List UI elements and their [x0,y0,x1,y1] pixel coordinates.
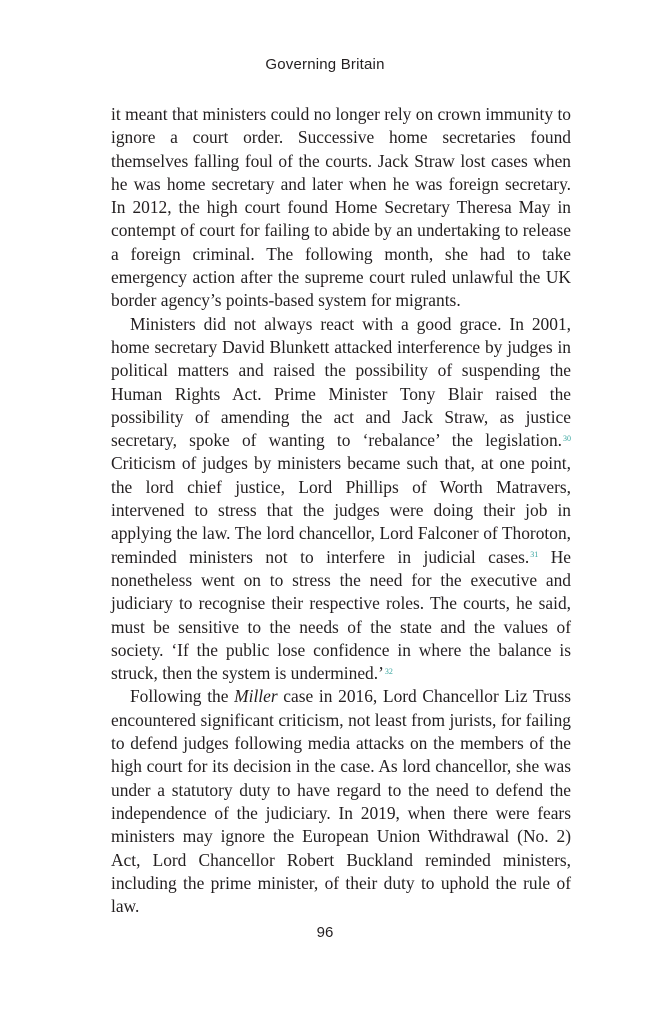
paragraph-2 [111,313,571,686]
body-text [111,103,571,918]
running-head: Governing Britain [265,56,385,73]
paragraph-3-text-b: case in 2016, Lord Chancellor Liz Truss encountered significant criticism, not least from jurists, for failing to defend judges following media attacks on the members of the high court for its decision in the case. As lord chancellor, she was under a statutory duty to have regard to the need to defend the independence of the judiciary. In 2019, when there were fears ministers may ignore the European Union Withdrawal (No. 2) Act, Lord Chancellor Robert Buckland reminded ministers, including the prime minister, of their duty to uphold the rule of law. [111,686,571,917]
paragraph-3 [111,685,571,918]
note-reference-30[interactable]: 30 [563,433,571,443]
paragraph-3-text-a: Following the [130,686,235,707]
paragraph-2-text-c: He nonetheless went on to stress the need for the executive and judiciary to recognise their respective roles. The courts, he said, must be sensitive to the needs of the state and the values of society. ‘If the public lose confidence in where the balance is struck, then the system is undermined.’ [111,546,571,684]
paragraph-1: it meant that ministers could no longer rely on crown immunity to ignore a court order. Successive home secretaries found themselves falling foul of the courts. Jack Straw lost cases when he was home secretary and later when he was foreign secretary. In 2012, the high court found Home Secretary Theresa May in contempt of court for failing to abide by an undertaking to release a foreign criminal. The following month, she had to take emergency action after the supreme court ruled unlawful the UK border agency’s points-based system for migrants. [111,104,571,311]
paragraph-2-text-a: Ministers did not always react with a good grace. In 2001, home secretary David Blunkett attacked interference by judges in political matters and raised the possibility of suspending the Human Rights Act. Prime Minister Tony Blair raised the possibility of amending the act and Jack Straw, as justice secretary, spoke of wanting to ‘rebalance’ the legislation. [111,313,571,451]
page-number: 96 [316,924,334,941]
note-reference-32[interactable]: 32 [384,666,393,676]
paragraph-2-text-b: Criticism of judges by ministers became such that, at one point, the lord chief justice, Lord Phillips of Worth Matravers, intervened to stress that the judges were doing their job in applying the law. The lord chancellor, Lord Falconer of Thoroton, reminded ministers not to interfere in judicial cases. [111,453,571,567]
note-reference-31[interactable]: 31 [530,550,539,560]
case-name: Miller [234,686,278,707]
